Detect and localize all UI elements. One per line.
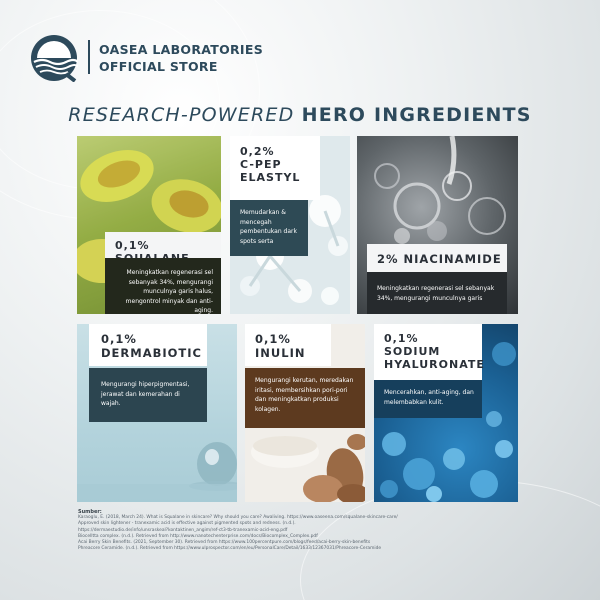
ingredient-label: 0,2% C-PEP ELASTYL [230,136,320,200]
brand-line-1: OASEA LABORATORIES [99,42,264,57]
ingredient-card-sodium-hyaluronate [374,324,518,502]
ingredient-label: 2% NIACINAMIDE [367,244,507,272]
ingredient-description: Memudarkan & mencegah pembentukan dark spots serta [230,200,308,256]
ingredient-description: Mencerahkan, anti-aging, dan melembabkan kulit. [374,380,482,418]
ingredient-label: 0,1% INULIN [245,324,331,366]
header-divider [88,40,90,74]
ingredient-description: Meningkatkan regenerasi sel sebanyak 34%, mengurangi munculnya garis [367,272,507,314]
ingredient-description: Mengurangi kerutan, meredakan iritasi, membersihkan pori-pori dan meningkatkan produksi kolagen. [245,368,365,428]
page-title [0,104,600,126]
ingredient-card-dermabiotic [77,324,237,502]
ingredient-card-c-pep-elastyl [230,136,350,314]
headline-part-1: RESEARCH-POWERED [68,104,295,126]
ingredient-card-niacinamide [357,136,518,314]
source-line: Approved skin lightener - tranexamic acid is effective against pigmented spots and redness. (n.d.). [78,521,296,527]
ingredient-card-squalane [77,136,221,314]
ingredient-label: 0,1% DERMABIOTIC [89,324,207,366]
ingredient-card-inulin [245,324,365,502]
ingredient-label: 0,1% SODIUM HYALURONATE [374,324,482,380]
oasea-wave-logo-icon [30,34,78,82]
headline-part-2: HERO INGREDIENTS [301,104,532,126]
sources-heading: Sumber: [78,509,102,515]
source-line: Acai Berry Skin Benefits. (2021, September 30). Retrieved from https://www.100percentpure.com/blogs/feed/acai-berry-skin-benefits [78,540,371,546]
ingredient-description: Mengurangi hiperpigmentasi, jerawat dan kemerahan di wajah. [89,368,207,422]
source-line: Biocelltta complex. (n.d.). Retrieved from http://www.nanotechenterprise.com/docs/Biocomplex_Complex.pdf [78,533,318,539]
ingredient-description: Meningkatkan regenerasi sel sebanyak 34%, mengurangi munculnya garis halus, mengontrol minyak dan anti-aging. [105,258,221,314]
source-line: Karaoglu, E. (2018, March 24). What is Squalane in skincare? Why should you care? Awaliving. https://www.oaseena.com/squalane-skincare-care/ [78,515,398,521]
source-line: Phreacore Ceramide. (n.d.). Retrieved from https://www.ulprospector.com/en/eu/PersonalCare/Detail/1633/12367031/Phreacore-Ceramide [78,546,382,552]
source-line: https://dermaestudio.de/info/unsraskeal?kontaktinen_angim/ref-ct3-tb-tranexamic-acid-eng.pdf [78,527,288,533]
brand-line-2: OFFICIAL STORE [99,59,218,74]
ingredient-label: 0,1% [105,232,221,258]
sources-section [78,509,538,552]
brand-name [99,41,263,75]
